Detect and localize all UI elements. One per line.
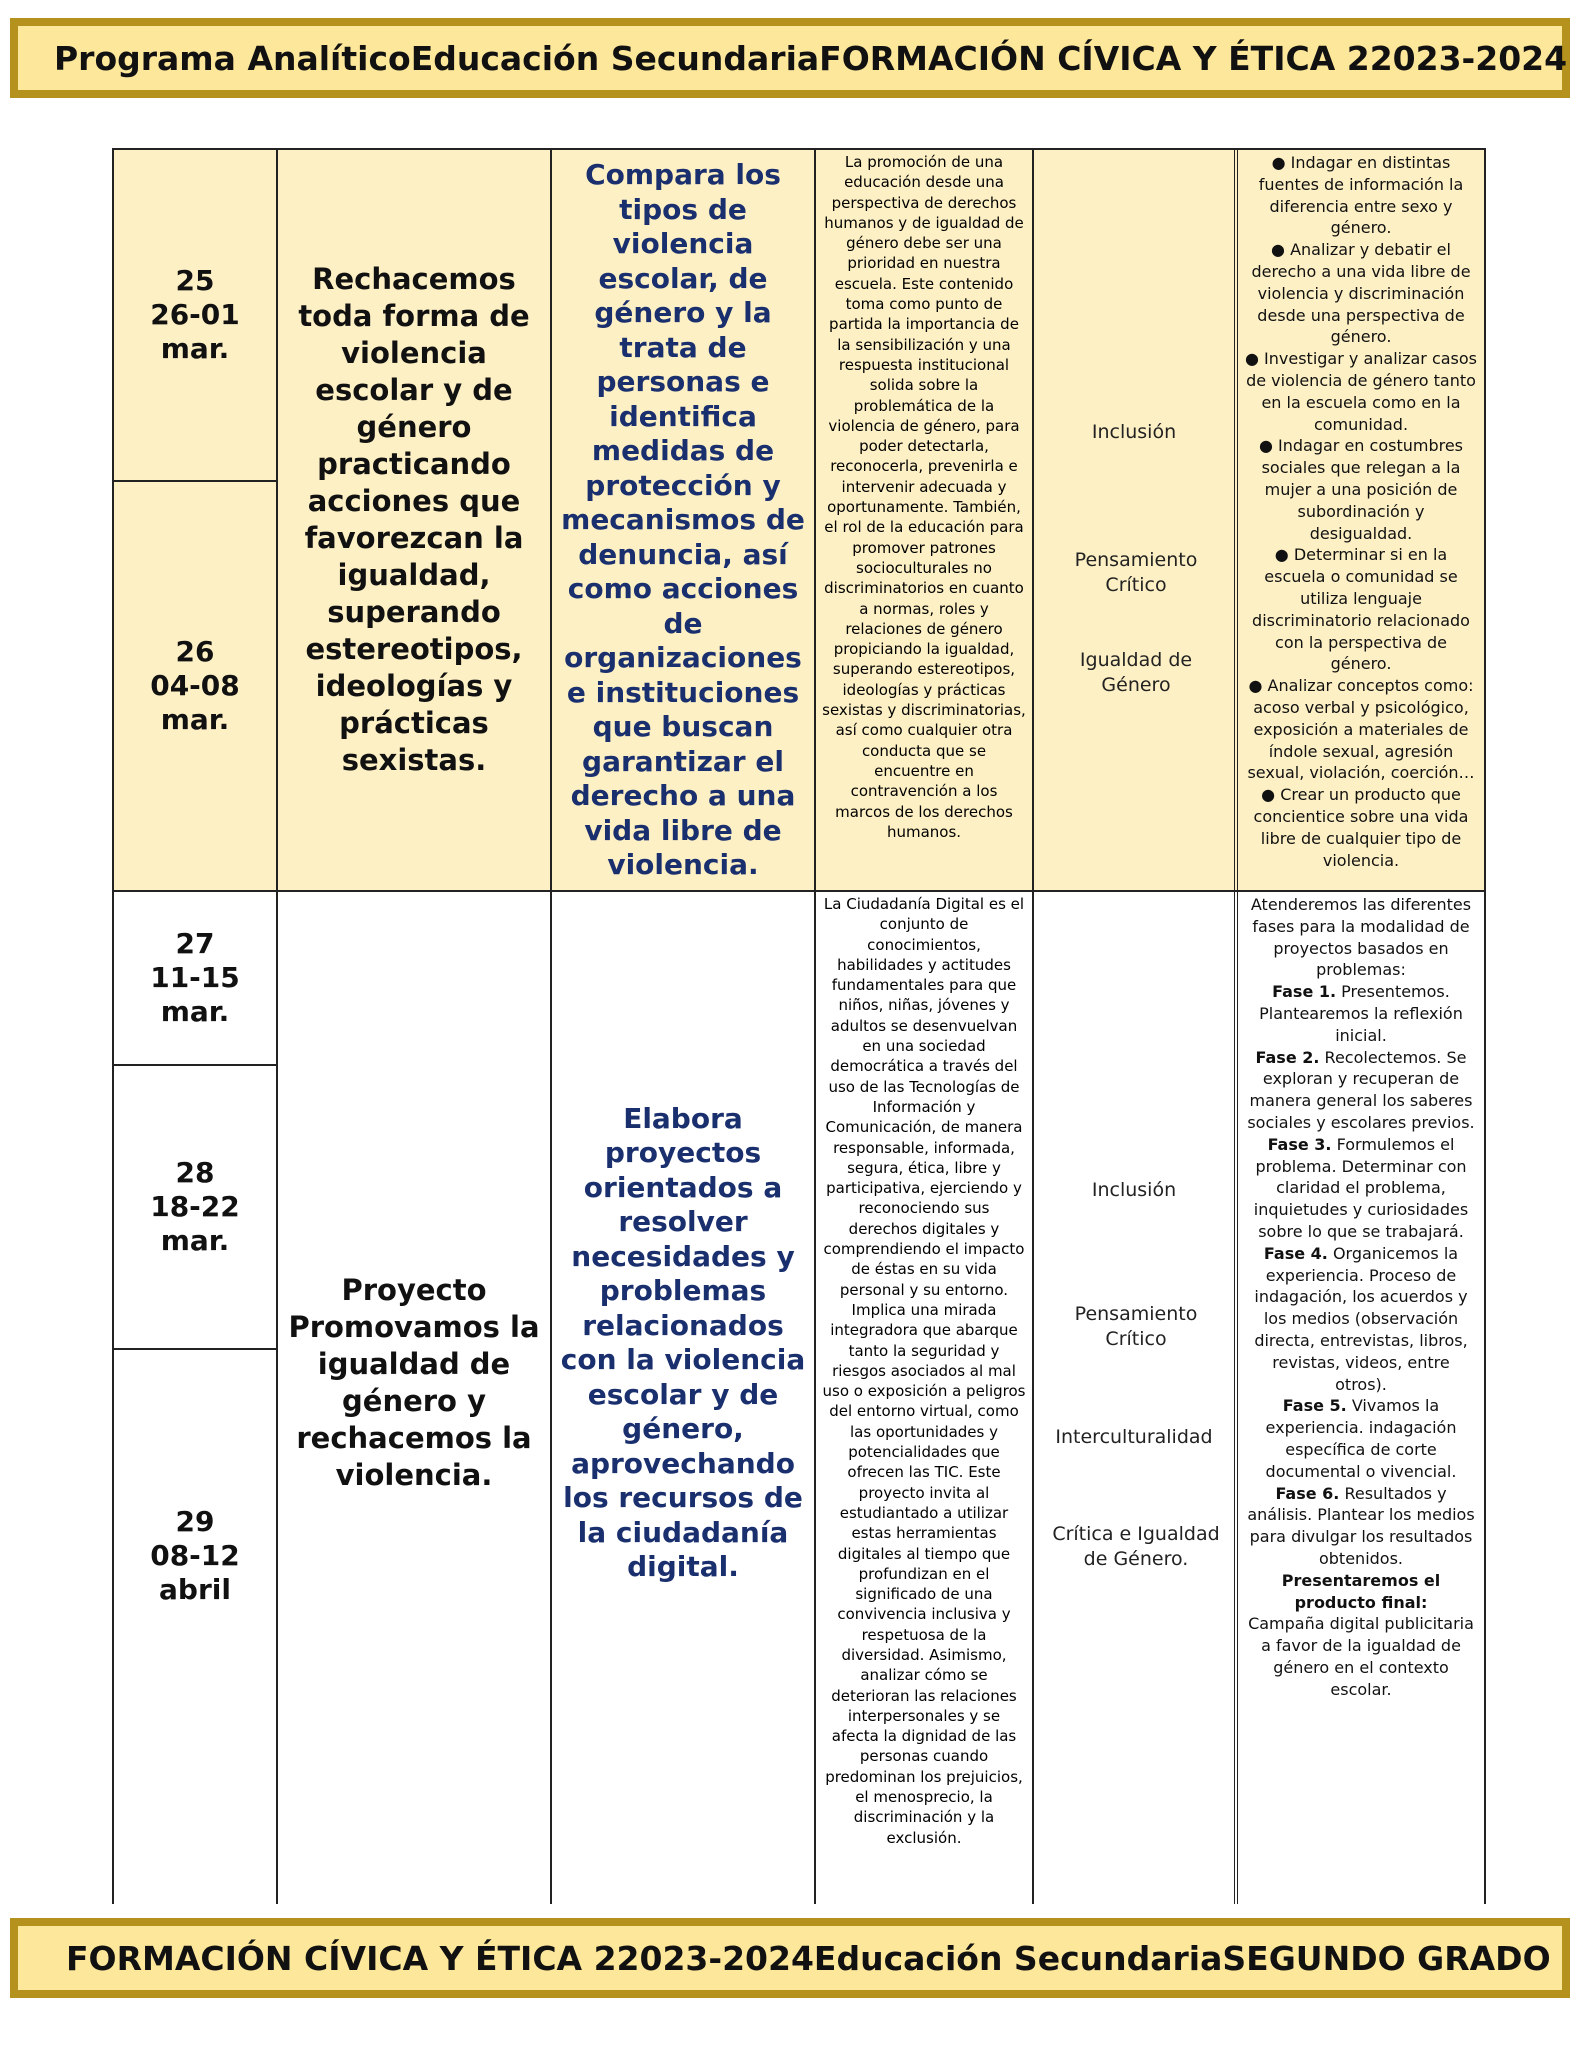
phase-item: Fase 1. Presentemos. Plantearemos la reflexión inicial. — [1259, 982, 1463, 1045]
week-dates: 04-08 — [150, 669, 240, 702]
program-table — [112, 148, 1486, 1904]
project-title: Rechacemos toda forma de violencia escolar y de género practicando acciones que favorezcan la igualdad, superando estereotipos, ideologías y prácticas sexistas. — [298, 262, 530, 777]
week-dates: 11-15 — [150, 961, 240, 994]
axes-cell — [1034, 892, 1238, 1904]
week-number: 25 — [175, 264, 215, 297]
phase-item: Fase 2. Recolectemos. Se exploran y recuperan de manera general los saberes sociales y escolares previos. — [1247, 1047, 1475, 1132]
final-product-text: Campaña digital publicitaria a favor de la igualdad de género en el contexto escolar. — [1248, 1614, 1474, 1699]
week-month: abril — [159, 1573, 231, 1606]
footer-cycle: 2023-2024 — [616, 1938, 814, 1978]
week-29 — [114, 1350, 276, 1902]
week-number: 28 — [175, 1156, 215, 1189]
activity-item: ● Analizar conceptos como: acoso verbal y psicológico, exposición a materiales de índole sexual, agresión sexual, violación, coerción… — [1247, 676, 1475, 783]
pda-text: Compara los tipos de violencia escolar, de género y la trata de personas e identifica medidas de protección y mecanismos de denuncia, así como acciones de organizaciones e instituciones que buscan garantizar el derecho a una vida libre de violencia. — [561, 158, 805, 881]
phase-item: Fase 6. Resultados y análisis. Plantear los medios para divulgar los resultados obtenidos. — [1247, 1483, 1475, 1568]
week-dates: 26-01 — [150, 298, 240, 331]
phase-item: Fase 5. Vivamos la experiencia. indagación específica de corte documental o vivencial. — [1265, 1396, 1457, 1481]
week-month: mar. — [160, 703, 230, 736]
footer-level: Educación Secundaria — [813, 1938, 1223, 1978]
pda-cell — [552, 892, 816, 1904]
table-row — [114, 892, 1484, 1904]
weeks-cell — [114, 892, 278, 1904]
subject-label: FORMACIÓN CÍVICA Y ÉTICA 2 — [819, 38, 1370, 78]
axis-item: Pensamiento Crítico — [1074, 549, 1198, 596]
week-number: 29 — [175, 1505, 215, 1538]
activity-item: ● Investigar y analizar casos de violencia de género tanto en la escuela como en la comunidad. — [1244, 349, 1478, 434]
pda-cell — [552, 150, 816, 890]
week-dates: 18-22 — [150, 1190, 240, 1223]
activity-item: ● Determinar si en la escuela o comunidad se utiliza lenguaje discriminatorio relacionado con la perspectiva de género. — [1252, 545, 1470, 674]
footer-banner — [10, 1918, 1570, 1998]
week-month: mar. — [160, 332, 230, 365]
footer-grade: SEGUNDO GRADO — [1222, 1938, 1551, 1978]
week-number: 26 — [175, 635, 215, 668]
activity-item: ● Analizar y debatir el derecho a una vida libre de violencia y discriminación desde una perspectiva de género. — [1251, 240, 1471, 347]
project-title: Proyecto Promovamos la igualdad de género y rechacemos la violencia. — [288, 1273, 540, 1492]
phase-item: Fase 4. Organicemos la experiencia. Proceso de indagación, los acuerdos y los medios (observación directa, entrevistas, libros, revistas, videos, entre otros). — [1254, 1243, 1468, 1394]
activities-cell — [1238, 892, 1484, 1904]
program-label: Programa Analítico — [54, 38, 411, 78]
cycle-label: 2023-2024 — [1369, 38, 1568, 78]
final-product-label: Presentaremos el producto final: — [1281, 1570, 1441, 1612]
weeks-cell — [114, 150, 278, 890]
table-row — [114, 150, 1484, 892]
level-label: Educación Secundaria — [410, 38, 820, 78]
title-cell — [278, 150, 552, 890]
week-number: 27 — [175, 927, 215, 960]
week-month: mar. — [160, 995, 230, 1028]
activity-item: ● Indagar en costumbres sociales que relegan a la mujer a una posición de subordinación y desigualdad. — [1258, 436, 1464, 543]
week-month: mar. — [160, 1224, 230, 1257]
axis-item: Igualdad de Género — [1079, 649, 1193, 696]
content-text: La Ciudadanía Digital es el conjunto de conocimientos, habilidades y actitudes fundamentales para que niños, niñas, jóvenes y adultos se desenvuelvan en una sociedad democrática a través del uso de las Tecnologías de Información y Comunicación, de manera responsable, informada, segura, ética, libre y participativa, ejerciendo y reconociendo sus derechos digitales y comprendiendo el impacto de éstas en su vida personal y su entorno. Implica una mirada integradora que abarque tanto la seguridad y riesgos asociados al mal uso o exposición a peligros del entorno virtual, como las oportunidades y potencialidades que ofrecen las TIC. Este proyecto invita al estudiantado a utilizar estas herramientas digitales al tiempo que profundizan en el significado de una convivencia inclusiva y respetuosa de la diversidad. Asimismo, analizar cómo se deterioran las relaciones interpersonales y se afecta la dignidad de las personas cuando predominan los prejuicios, el menosprecio, la discriminación y la exclusión. — [822, 895, 1026, 1847]
axes-cell — [1034, 150, 1238, 890]
week-dates: 08-12 — [150, 1539, 240, 1572]
week-27 — [114, 892, 276, 1066]
phases-intro: Atenderemos las diferentes fases para la modalidad de proyectos basados en problemas: — [1250, 895, 1472, 980]
activity-item: ● Indagar en distintas fuentes de información la diferencia entre sexo y género. — [1258, 153, 1464, 238]
axis-item: Interculturalidad — [1055, 1426, 1213, 1448]
week-25 — [114, 150, 276, 482]
content-cell — [816, 150, 1034, 890]
content-cell — [816, 892, 1034, 1904]
pda-text: Elabora proyectos orientados a resolver necesidades y problemas relacionados con la violencia escolar y de género, aprovechando los recursos de la ciudadanía digital. — [560, 1101, 806, 1583]
activities-list — [1238, 150, 1484, 873]
axis-item: Crítica e Igualdad de Género. — [1052, 1523, 1220, 1570]
phases-list — [1238, 892, 1484, 1702]
week-26 — [114, 482, 276, 890]
content-text: La promoción de una educación desde una perspectiva de derechos humanos y de igualdad de género debe ser una prioridad en nuestra escuela. Este contenido toma como punto de partida la importancia de la sensibilización y una respuesta institucional solida sobre la problemática de la violencia de género, para poder detectarla, reconocerla, prevenirla e intervenir adecuada y oportunamente. También, el rol de la educación para promover patrones socioculturales no discriminatorios en cuanto a normas, roles y relaciones de género propiciando la igualdad, superando estereotipos, ideologías y prácticas sexistas y discriminatorias, así como cualquier otra conducta que se encuentre en contravención a los marcos de los derechos humanos. — [822, 153, 1026, 841]
axis-item: Pensamiento Crítico — [1074, 1303, 1198, 1350]
activities-cell — [1238, 150, 1484, 890]
header-banner — [10, 18, 1570, 98]
phase-item: Fase 3. Formulemos el problema. Determinar con claridad el problema, inquietudes y curiosidades sobre lo que se trabajará. — [1253, 1134, 1469, 1241]
footer-subject: FORMACIÓN CÍVICA Y ÉTICA 2 — [66, 1938, 617, 1978]
week-28 — [114, 1066, 276, 1350]
axis-item: Inclusión — [1091, 1179, 1177, 1201]
title-cell — [278, 892, 552, 1904]
activity-item: ● Crear un producto que concientice sobre una vida libre de cualquier tipo de violencia. — [1253, 785, 1469, 870]
axis-item: Inclusión — [1091, 421, 1177, 443]
